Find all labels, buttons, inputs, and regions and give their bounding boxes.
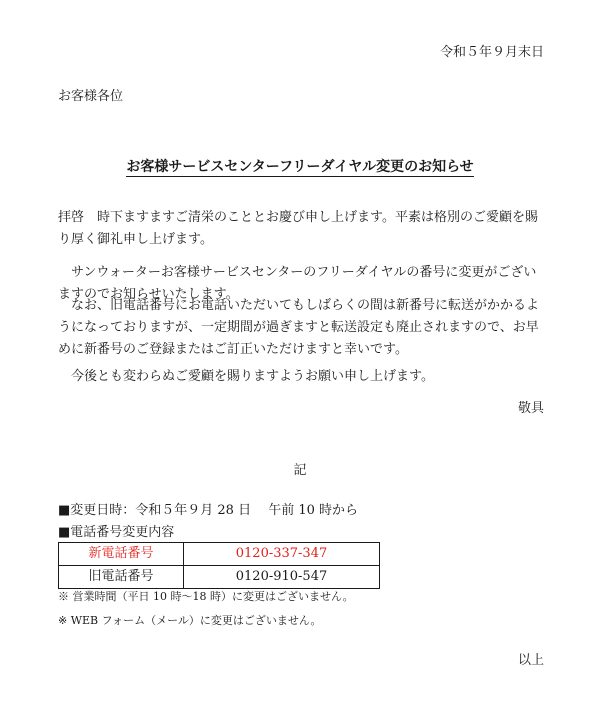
document-title-text: お客様サービスセンターフリーダイヤル変更のお知らせ: [126, 159, 474, 175]
closing-remarks-paragraph: 今後とも変わらぬご愛顧を賜りますようお願い申し上げます。: [71, 369, 434, 384]
announcement-paragraph: サンウォーターお客様サービスセンターのフリーダイヤルの番号に変更がございますのでお知らせいたします。: [58, 265, 537, 302]
transfer-notice-paragraph: なお、旧電話番号にお電話いただいてもしばらくの間は新番号に転送がかかるようになっておりますが、一定期間が過ぎますと転送設定も廃止されますので、お早めに新番号のご登録またはご訂正いただけますと幸いです。: [58, 298, 540, 357]
greeting-paragraph: 拝啓 時下ますますご清栄のこととお慶び申し上げます。平素は格別のご愛顧を賜り厚く御礼申し上げます。: [58, 210, 538, 247]
phone-number-table: [58, 542, 380, 589]
addressee: お客様各位: [58, 89, 124, 104]
change-contents-heading: ■電話番号変更内容: [58, 525, 175, 540]
table-row: [59, 543, 380, 566]
old-number-value: 0120-910-547: [184, 566, 380, 589]
business-hours-note: ※ 営業時間（平日 10 時～18 時）に変更はございません。: [58, 590, 354, 603]
change-datetime: ■変更日時：令和５年９月 28 日 午前 10 時から: [58, 503, 359, 518]
end-mark: 以上: [517, 653, 544, 668]
old-number-label: 旧電話番号: [59, 566, 184, 589]
new-number-label: 新電話番号: [59, 543, 184, 566]
document-title: [0, 156, 600, 178]
web-form-note: ※ WEB フォーム（メール）に変更はございません。: [58, 614, 322, 627]
new-number-value: 0120-337-347: [184, 543, 380, 566]
ki-heading: 記: [293, 463, 307, 478]
document-date: 令和５年９月末日: [439, 45, 544, 60]
closing-salutation: 敬具: [517, 401, 544, 416]
